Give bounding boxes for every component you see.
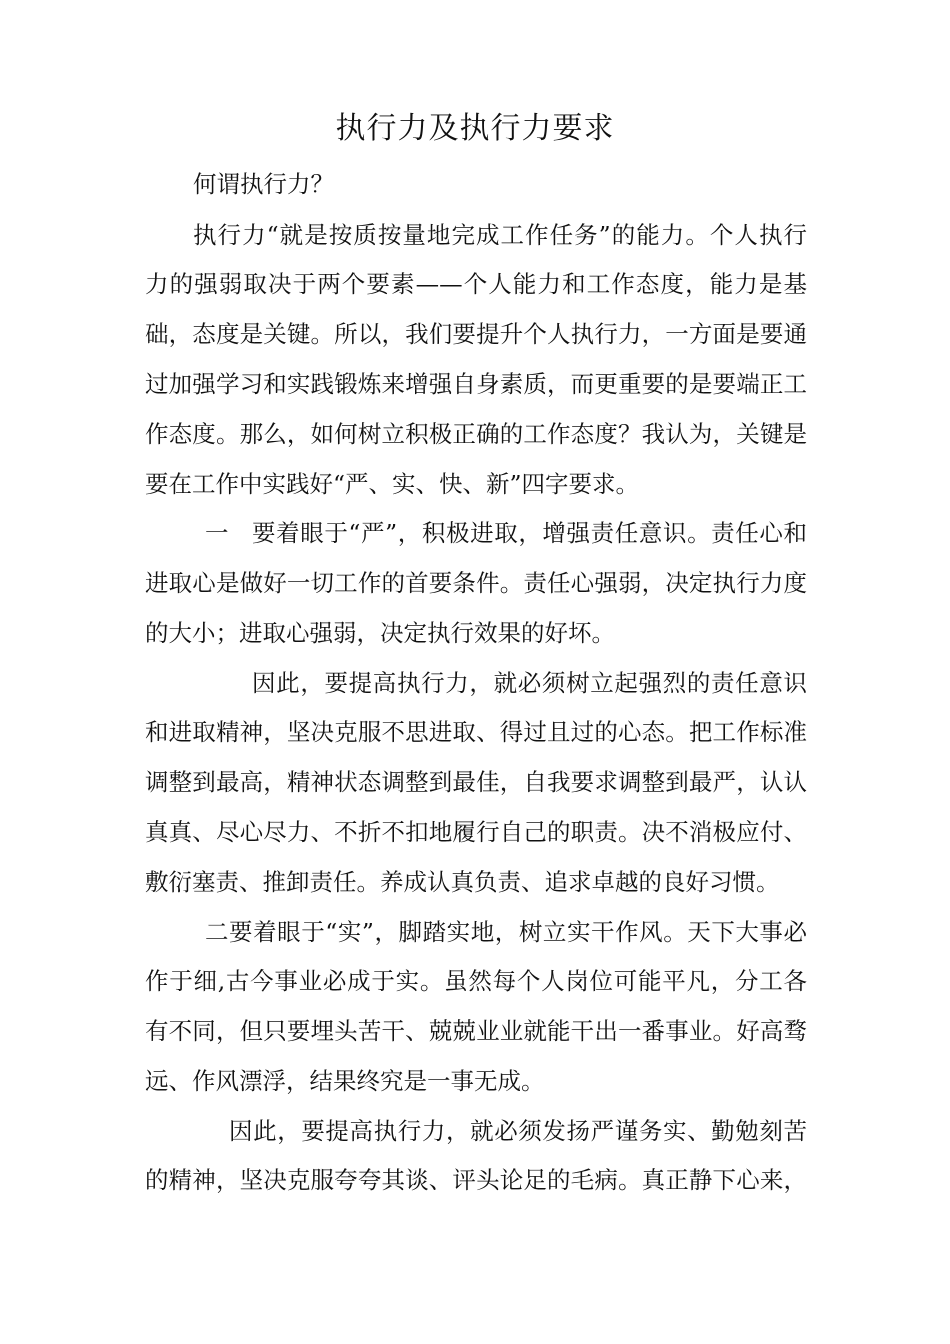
paragraph-line: 因此，要提高执行力，就必须发扬严谨务实、勤勉刻苦	[229, 1117, 807, 1145]
paragraph-line: 要着眼于“严”，积极进取，增强责任意识。责任心和	[252, 519, 807, 547]
paragraph-line: 何谓执行力？	[193, 170, 334, 198]
paragraph-line: 真真、尽心尽力、不折不扣地履行自己的职责。决不消极应付、	[145, 818, 807, 846]
paragraph-line: 的大小；进取心强弱，决定执行效果的好坏。	[145, 619, 615, 647]
document-title: 执行力及执行力要求	[335, 111, 615, 146]
paragraph-line: 作于细,古今事业必成于实。虽然每个人岗位可能平凡，分工各	[145, 967, 807, 995]
paragraph-line: 的精神，坚决克服夸夸其谈、评头论足的毛病。真正静下心来，	[145, 1166, 807, 1194]
paragraph-line: 础，态度是关键。所以，我们要提升个人执行力，一方面是要通	[145, 320, 807, 348]
paragraph-line: 要在工作中实践好“严、实、快、新”四字要求。	[145, 470, 640, 498]
paragraph-line: 远、作风漂浮，结果终究是一事无成。	[145, 1067, 545, 1095]
paragraph-line: 执行力“就是按质按量地完成工作任务”的能力。个人执行	[193, 221, 807, 249]
paragraph-line: 二要着眼于“实”，脚踏实地，树立实干作风。天下大事必	[205, 918, 807, 946]
paragraph-line: 进取心是做好一切工作的首要条件。责任心强弱，决定执行力度	[145, 569, 807, 597]
paragraph-line: 作态度。那么，如何树立积极正确的工作态度？我认为，关键是	[145, 420, 807, 448]
paragraph-line: 和进取精神，坚决克服不思进取、得过且过的心态。把工作标准	[145, 718, 807, 746]
paragraph-line: 因此，要提高执行力，就必须树立起强烈的责任意识	[252, 669, 807, 697]
section-number: 一	[205, 519, 229, 547]
paragraph-line: 力的强弱取决于两个要素——个人能力和工作态度，能力是基	[145, 270, 807, 298]
paragraph-line: 敷衍塞责、推卸责任。养成认真负责、追求卓越的良好习惯。	[145, 868, 780, 896]
paragraph-line: 有不同，但只要埋头苦干、兢兢业业就能干出一番事业。好高骛	[145, 1017, 807, 1045]
paragraph-line: 调整到最高，精神状态调整到最佳，自我要求调整到最严，认认	[145, 768, 807, 796]
paragraph-line: 过加强学习和实践锻炼来增强自身素质，而更重要的是要端正工	[145, 370, 807, 398]
